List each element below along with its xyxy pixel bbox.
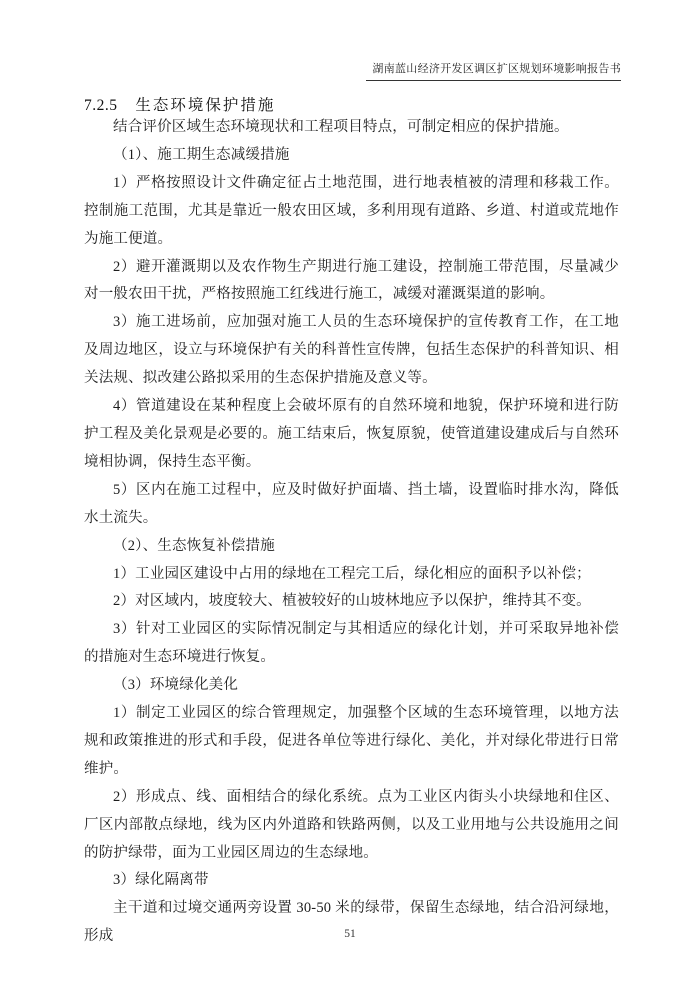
section-title: 生态环境保护措施 xyxy=(135,97,276,114)
paragraph: 1）制定工业园区的综合管理规定，加强整个区域的生态环境管理，以地方法规和政策推进的形式和手段，促进各单位等进行绿化、美化，并对绿化带进行日常维护。 xyxy=(84,705,619,777)
section-heading xyxy=(84,93,275,115)
paragraph: 1）工业园区建设中占用的绿地在工程完工后，绿化相应的面积予以补偿； xyxy=(113,565,591,582)
header-title: 湖南蓝山经济开发区调区扩区规划环境影响报告书 xyxy=(366,60,621,81)
paragraphs xyxy=(84,114,619,951)
page-footer xyxy=(0,924,700,942)
paragraph: （1）、施工期生态减缓措施 xyxy=(113,146,290,163)
paragraph: （3）环境绿化美化 xyxy=(113,677,239,694)
paragraph: 3）绿化隔离带 xyxy=(113,872,209,889)
paragraph: 1）严格按照设计文件确定征占土地范围，进行地表植被的清理和移栽工作。控制施工范围，尤其是靠近一般农田区域，多利用现有道路、乡道、村道或荒地作为施工便道。 xyxy=(84,174,619,247)
page-number: 51 xyxy=(344,928,356,940)
paragraph: 5）区内在施工过程中，应及时做好护面墙、挡土墙，设置临时排水沟，降低水土流失。 xyxy=(84,481,619,526)
paragraph: （2）、生态恢复补偿措施 xyxy=(113,537,275,554)
paragraph: 2）形成点、线、面相结合的绿化系统。点为工业区内街头小块绿地和住区、厂区内部散点绿地，线为区内外道路和铁路两侧，以及工业用地与公共设施用之间的防护绿带，面为工业园区周边的生态绿地。 xyxy=(84,788,619,861)
paragraph: 2）避开灌溉期以及农作物生产期进行施工建设，控制施工带范围，尽量减少对一般农田干扰，严格按照施工红线进行施工，减缓对灌溉渠道的影响。 xyxy=(84,258,619,303)
section-number: 7.2.5 xyxy=(84,97,118,114)
paragraph: 4）管道建设在某种程度上会破坏原有的自然环境和地貌，保护环境和进行防护工程及美化景观是必要的。施工结束后，恢复原貌，使管道建设建成后与自然环境相协调，保持生态平衡。 xyxy=(84,398,619,470)
paragraph: 主干道和过境交通两旁设置 30-50 米的绿带，保留生态绿地，结合沿河绿地，形成 xyxy=(84,900,619,945)
page-header xyxy=(366,59,621,81)
paragraph: 结合评价区域生态环境现状和工程项目特点，可制定相应的保护措施。 xyxy=(113,119,569,135)
paragraph: 2）对区域内，坡度较大、植被较好的山坡林地应予以保护，维持其不变。 xyxy=(113,593,591,610)
paragraph: 3）针对工业园区的实际情况制定与其相适应的绿化计划，并可采取异地补偿的措施对生态环境进行恢复。 xyxy=(84,621,619,666)
paragraph: 3）施工进场前，应加强对施工人员的生态环境保护的宣传教育工作，在工地及周边地区，设立与环境保护有关的科普性宣传牌，包括生态保护的科普知识、相关法规、拟改建公路拟采用的生态保护措施及意义等。 xyxy=(84,314,619,387)
